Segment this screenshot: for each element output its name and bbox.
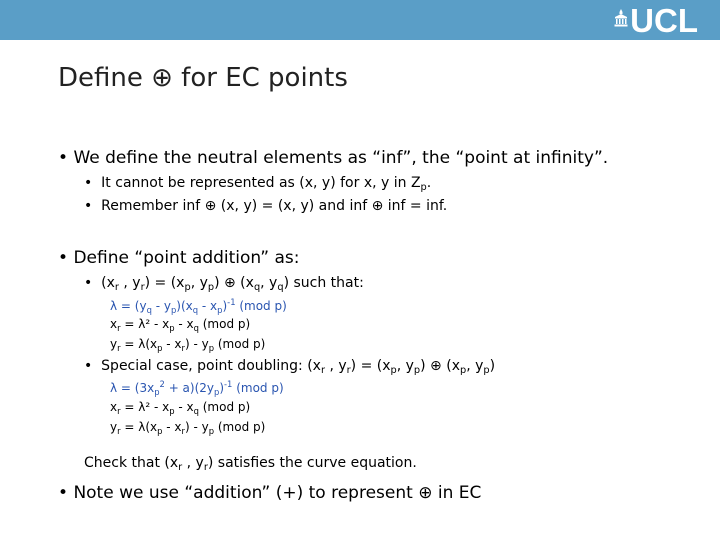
portico-icon [614,9,628,27]
bullet-text: Remember inf ⊕ (x, y) = (x, y) and inf ⊕ inf = inf. [101,198,448,214]
check-curve-note: Check that ($x_r$ , $y_r$) satisfies the curve equation. [84,455,417,473]
equation-yr-doubling: $y_r = \lambda(x_p - x_r) - y_p$ (mod p) [110,420,266,436]
slide-title: Define ⊕ for EC points [58,63,348,93]
bullet-addition-notation [58,483,481,503]
bullet-dot: • [84,358,102,374]
bullet-dot: • [84,275,102,291]
logo-wordmark: UCL [630,2,698,39]
bullet-text: Define “point addition” as: [73,248,300,268]
bullet-dot: • [58,148,74,168]
sub-bullet-addition-def: • ($x_r$ , $y_r) = (x_p$, $y_p$) ⊕ ($x_q$, $y_q$) such that: [84,275,364,293]
sub-bullet-point-doubling: • Special case, point doubling: ($x_r$ , $y_r) = (x_p$, $y_p$) ⊕ ($x_p$, $y_p$) [84,358,496,376]
header-bar [0,0,720,40]
sub-bullet-not-representable: • It cannot be represented as (x, y) for x, y in $Z_p$. [84,175,432,193]
bullet-text: Note we use “addition” (+) to represent ⊕ in EC [73,483,482,503]
bullet-dot: • [58,483,74,503]
sub-bullet-inf-identity [84,198,447,214]
bullet-dot: • [84,175,102,191]
bullet-dot: • [84,198,102,214]
equation-lambda-addition: $\lambda = (y_q - y_p)(x_q - x_p)^{-1}$ (mod p) [110,297,287,315]
equation-xr-doubling: $x_r = \lambda^2 - x_p - x_q$ (mod p) [110,400,251,416]
bullet-dot: • [58,248,74,268]
bullet-text: It cannot be represented as (x, y) for x, y in Z [101,175,421,191]
bullet-point-addition [58,248,299,268]
equation-xr-addition: $x_r = \lambda^2 - x_p - x_q$ (mod p) [110,317,251,333]
equation-lambda-doubling: $\lambda = (3x_p^2 + a)(2y_p)^{-1}$ (mod p) [110,379,284,397]
bullet-neutral-element [58,148,608,168]
equation-yr-addition: $y_r = \lambda(x_p - x_r) - y_p$ (mod p) [110,337,266,353]
bullet-text: We define the neutral elements as “inf”, the “point at infinity”. [73,148,609,168]
ucl-logo [614,2,698,39]
